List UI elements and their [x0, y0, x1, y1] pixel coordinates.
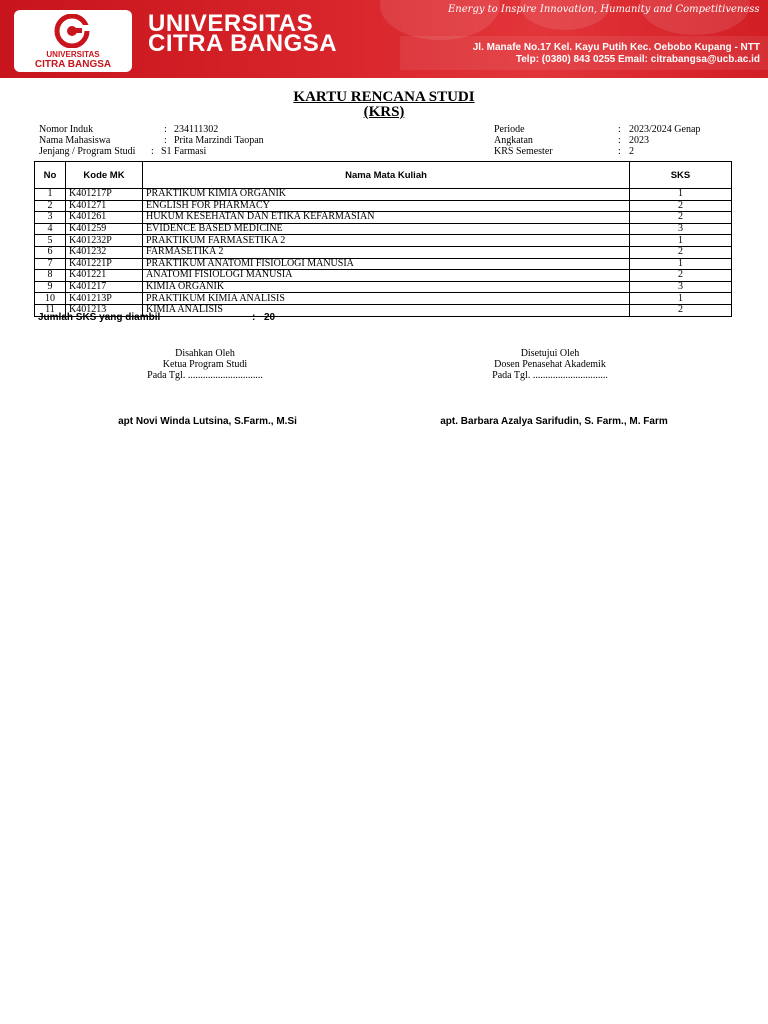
info-colon: :: [164, 124, 167, 135]
approval-label: Disetujui Oleh: [520, 348, 580, 359]
student-info: [39, 124, 439, 158]
table-row: [35, 281, 732, 293]
info-colon: :: [618, 124, 621, 135]
cell-kode-mk: K401232: [66, 246, 143, 258]
info-row-nomor-induk: [39, 124, 439, 135]
total-sks-label: Jumlah SKS yang diambil: [38, 312, 161, 323]
cell-nama-mata-kuliah: PRAKTIKUM KIMIA ANALISIS: [143, 293, 630, 305]
info-row-nama-mahasiswa: [39, 135, 439, 146]
table-row: [35, 189, 732, 201]
info-label: KRS Semester: [494, 146, 553, 157]
cell-no: 4: [35, 223, 66, 235]
cell-nama-mata-kuliah: ANATOMI FISIOLOGI MANUSIA: [143, 270, 630, 282]
logo-text-line1: UNIVERSITAS: [46, 50, 100, 59]
period-info: [494, 124, 734, 158]
info-label: Nama Mahasiswa: [39, 135, 111, 146]
university-logo: [14, 10, 132, 72]
document-subtitle: (KRS): [363, 104, 405, 120]
cell-no: 1: [35, 189, 66, 201]
cell-sks: 2: [630, 212, 732, 224]
cell-no: 7: [35, 258, 66, 270]
info-value: 2023/2024 Genap: [629, 124, 701, 135]
info-row-krs-semester: [494, 146, 734, 157]
table-body: [35, 189, 732, 317]
header-sks: SKS: [630, 162, 732, 189]
table-row: [35, 270, 732, 282]
university-motto: Energy to Inspire Innovation, Humanity and Competitiveness: [448, 4, 760, 15]
logo-emblem-icon: [52, 14, 92, 48]
table-row: [35, 200, 732, 212]
cell-sks: 2: [630, 304, 732, 316]
cell-kode-mk: K401221: [66, 270, 143, 282]
info-value: S1 Farmasi: [161, 146, 207, 157]
cell-nama-mata-kuliah: FARMASETIKA 2: [143, 246, 630, 258]
cell-nama-mata-kuliah: KIMIA ORGANIK: [143, 281, 630, 293]
cell-sks: 1: [630, 293, 732, 305]
total-sks-colon: :: [252, 312, 256, 323]
cell-sks: 3: [630, 223, 732, 235]
info-label: Jenjang / Program Studi: [39, 146, 136, 157]
approver-role: Ketua Program Studi: [162, 359, 248, 370]
table-row: [35, 258, 732, 270]
table-row: [35, 293, 732, 305]
cell-kode-mk: K401221P: [66, 258, 143, 270]
approver-role: Dosen Penasehat Akademik: [494, 359, 606, 370]
document-title: KARTU RENCANA STUDI: [293, 89, 475, 105]
approval-label: Disahkan Oleh: [175, 348, 235, 359]
cell-sks: 1: [630, 258, 732, 270]
logo-text-line2: CITRA BANGSA: [34, 59, 112, 70]
info-value: 2023: [629, 135, 649, 146]
cell-nama-mata-kuliah: EVIDENCE BASED MEDICINE: [143, 223, 630, 235]
cell-kode-mk: K401213: [66, 304, 143, 316]
cell-kode-mk: K401232P: [66, 235, 143, 247]
signature-right-block: [450, 348, 650, 381]
cell-kode-mk: K401213P: [66, 293, 143, 305]
info-label: Periode: [494, 124, 525, 135]
cell-nama-mata-kuliah: PRAKTIKUM KIMIA ORGANIK: [143, 189, 630, 201]
table-row: [35, 235, 732, 247]
cell-nama-mata-kuliah: ENGLISH FOR PHARMACY: [143, 200, 630, 212]
cell-no: 5: [35, 235, 66, 247]
header-banner: [0, 0, 768, 78]
cell-kode-mk: K401217: [66, 281, 143, 293]
cell-nama-mata-kuliah: PRAKTIKUM FARMASETIKA 2: [143, 235, 630, 247]
cell-sks: 1: [630, 189, 732, 201]
approval-date: Pada Tgl. ..............................: [147, 370, 263, 381]
cell-nama-mata-kuliah: HUKUM KESEHATAN DAN ETIKA KEFARMASIAN: [143, 212, 630, 224]
table-row: [35, 212, 732, 224]
cell-no: 3: [35, 212, 66, 224]
info-value: 234111302: [174, 124, 219, 135]
course-table: [34, 161, 732, 317]
info-label: Nomor Induk: [39, 124, 94, 135]
cell-no: 11: [35, 304, 66, 316]
university-name-line1: UNIVERSITAS: [148, 10, 314, 37]
info-value: Prita Marzindi Taopan: [174, 135, 264, 146]
header-nama-mata-kuliah: Nama Mata Kuliah: [143, 162, 630, 189]
cell-sks: 2: [630, 246, 732, 258]
cell-no: 9: [35, 281, 66, 293]
table-row: [35, 223, 732, 235]
info-label: Angkatan: [494, 135, 533, 146]
signature-left-block: [105, 348, 305, 381]
cell-no: 8: [35, 270, 66, 282]
cell-nama-mata-kuliah: KIMIA ANALISIS: [143, 304, 630, 316]
info-colon: :: [618, 135, 621, 146]
info-colon: :: [618, 146, 621, 157]
table-header-row: [35, 162, 732, 189]
header-kode-mk: Kode MK: [66, 162, 143, 189]
cell-nama-mata-kuliah: PRAKTIKUM ANATOMI FISIOLOGI MANUSIA: [143, 258, 630, 270]
total-sks-value: 20: [264, 312, 276, 323]
cell-sks: 2: [630, 200, 732, 212]
info-colon: :: [164, 135, 167, 146]
total-sks: [38, 312, 276, 323]
header-no: No: [35, 162, 66, 189]
info-row-program-studi: [39, 146, 439, 157]
table-row: [35, 246, 732, 258]
signature-right-name: apt. Barbara Azalya Sarifudin, S. Farm., M. Farm: [440, 416, 668, 427]
university-contact: Telp: (0380) 843 0255 Email: citrabangsa@ucb.ac.id: [515, 54, 760, 65]
cell-sks: 2: [630, 270, 732, 282]
cell-kode-mk: K401259: [66, 223, 143, 235]
university-address: Jl. Manafe No.17 Kel. Kayu Putih Kec. Oebobo Kupang - NTT: [472, 42, 760, 53]
approval-date: Pada Tgl. ..............................: [492, 370, 608, 381]
cell-kode-mk: K401261: [66, 212, 143, 224]
signature-left-name: apt Novi Winda Lutsina, S.Farm., M.Si: [118, 416, 297, 427]
info-row-periode: [494, 124, 734, 135]
cell-no: 2: [35, 200, 66, 212]
cell-sks: 1: [630, 235, 732, 247]
info-colon: :: [151, 146, 154, 157]
university-name-line2: CITRA BANGSA: [148, 30, 338, 57]
cell-no: 10: [35, 293, 66, 305]
cell-no: 6: [35, 246, 66, 258]
info-row-angkatan: [494, 135, 734, 146]
cell-kode-mk: K401217P: [66, 189, 143, 201]
cell-kode-mk: K401271: [66, 200, 143, 212]
cell-sks: 3: [630, 281, 732, 293]
info-value: 2: [629, 146, 634, 157]
